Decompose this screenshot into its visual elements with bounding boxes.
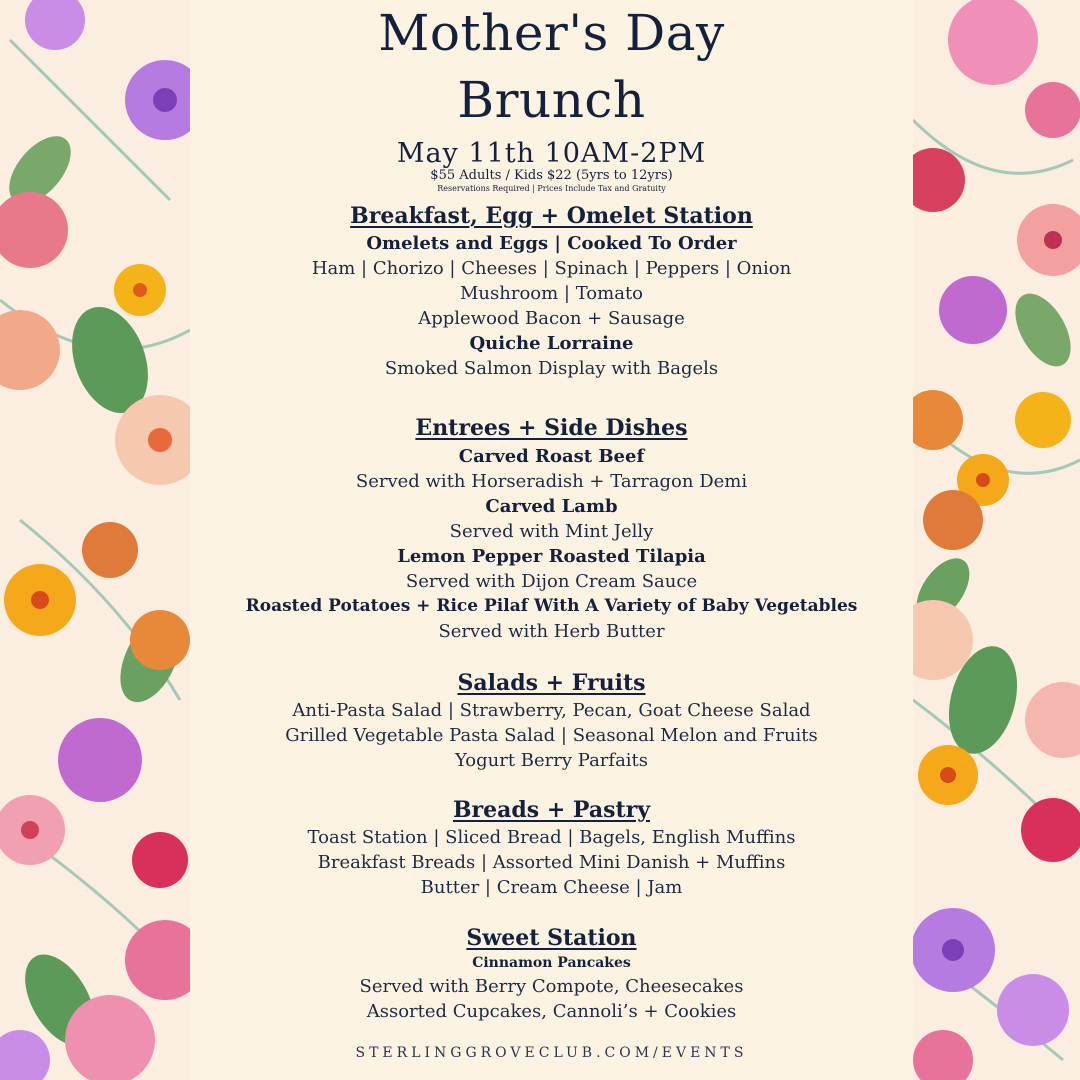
- floral-pattern-icon: [913, 0, 1080, 1080]
- menu-item: Ham | Chorizo | Cheeses | Spinach | Peppers | Onion: [311, 258, 792, 279]
- event-title-line1: Mother's Day: [378, 4, 725, 62]
- menu-panel: [190, 0, 913, 1080]
- floral-border-right: [913, 0, 1080, 1080]
- menu-item: Served with Dijon Cream Sauce: [405, 571, 698, 592]
- menu-item: Smoked Salmon Display with Bagels: [384, 358, 719, 379]
- section-heading-breakfast: Breakfast, Egg + Omelet Station: [350, 203, 753, 229]
- menu-item: Yogurt Berry Parfaits: [454, 750, 649, 771]
- menu-item: Applewood Bacon + Sausage: [418, 308, 685, 329]
- footer-url: STERLINGGROVECLUB.COM/EVENTS: [355, 1045, 748, 1061]
- menu-item: Breakfast Breads | Assorted Mini Danish + Muffins: [317, 852, 786, 873]
- section-heading-entrees: Entrees + Side Dishes: [415, 415, 688, 441]
- menu-item: Served with Berry Compote, Cheesecakes: [359, 976, 744, 997]
- menu-item: Toast Station | Sliced Bread | Bagels, English Muffins: [307, 827, 796, 848]
- floral-border-left: [0, 0, 190, 1080]
- menu-item: Butter | Cream Cheese | Jam: [420, 877, 683, 898]
- menu-item: Assorted Cupcakes, Cannoli’s + Cookies: [366, 1001, 737, 1022]
- menu-subheading: Roasted Potatoes + Rice Pilaf With A Variety of Baby Vegetables: [245, 596, 858, 616]
- event-fine-print: Reservations Required | Prices Include Tax and Gratuity: [437, 184, 666, 193]
- menu-item: Grilled Vegetable Pasta Salad | Seasonal Melon and Fruits: [285, 725, 818, 746]
- event-title-line2: Brunch: [457, 71, 646, 129]
- menu-subheading: Omelets and Eggs | Cooked To Order: [366, 233, 737, 254]
- event-pricing: $55 Adults / Kids $22 (5yrs to 12yrs): [430, 168, 673, 183]
- section-heading-breads: Breads + Pastry: [452, 797, 651, 823]
- menu-subheading: Carved Roast Beef: [458, 446, 645, 467]
- menu-item: Mushroom | Tomato: [459, 283, 644, 304]
- section-heading-salads: Salads + Fruits: [457, 670, 646, 696]
- menu-subheading: Carved Lamb: [485, 496, 618, 517]
- menu-item: Served with Mint Jelly: [449, 521, 654, 542]
- menu-item: Anti-Pasta Salad | Strawberry, Pecan, Goat Cheese Salad: [292, 700, 811, 721]
- floral-pattern-icon: [0, 0, 190, 1080]
- menu-item: Served with Herb Butter: [438, 621, 665, 642]
- menu-subheading: Lemon Pepper Roasted Tilapia: [397, 546, 706, 567]
- event-date-time: May 11th 10AM-2PM: [396, 138, 707, 169]
- menu-subheading: Cinnamon Pancakes: [472, 955, 631, 971]
- menu-item: Served with Horseradish + Tarragon Demi: [355, 471, 748, 492]
- section-heading-sweets: Sweet Station: [466, 925, 637, 951]
- menu-subheading: Quiche Lorraine: [469, 333, 634, 354]
